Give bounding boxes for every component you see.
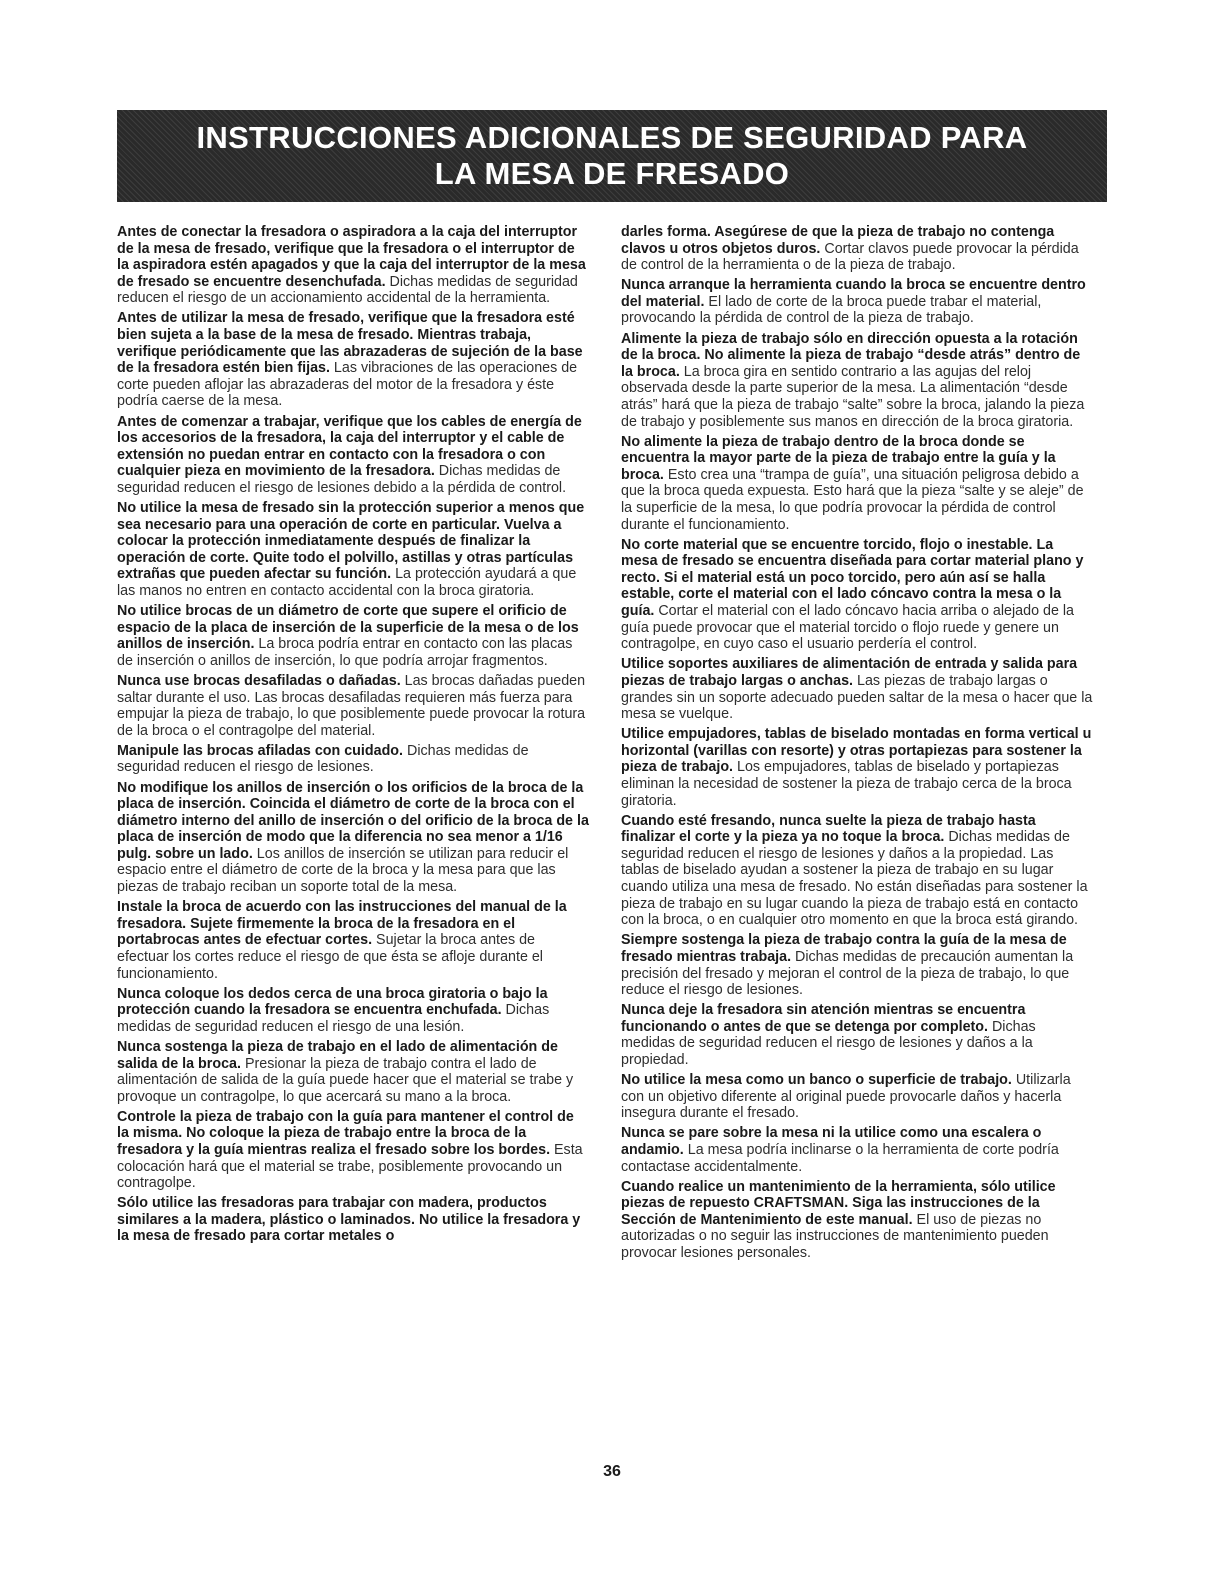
safety-paragraph: [621, 932, 1093, 998]
paragraph-lead: Utilice soportes auxiliares de alimentación de entrada y salida para piezas de trabajo largas o anchas.: [621, 656, 1078, 689]
banner-title-line-1: INSTRUCCIONES ADICIONALES DE SEGURIDAD PARA: [196, 120, 1028, 155]
paragraph-lead: No alimente la pieza de trabajo dentro de la broca donde se encuentra la mayor parte de la pieza de trabajo entre la guía y la broca.: [621, 433, 1056, 483]
paragraph-body: Dichas medidas de seguridad reducen el riesgo de una lesión.: [117, 1002, 550, 1035]
paragraph-body: Los anillos de inserción se utilizan para reducir el espacio entre el diámetro de corte de la broca y la mesa para que las piezas de trabajo reciban un soporte total de la mesa.: [117, 845, 569, 896]
paragraph-lead: Nunca use brocas desafiladas o dañadas.: [117, 672, 401, 689]
paragraph-body: Dichas medidas de seguridad reducen el riesgo de lesiones.: [117, 742, 529, 776]
safety-paragraph: [621, 656, 1093, 722]
paragraph-body: Esto crea una “trampa de guía”, una situación peligrosa debido a que la broca queda expuesta. Esto hará que la pieza “salte y se aleje” de la superficie de la mesa, lo que podría provocar la pérdida de control durante el funcionamiento.: [621, 466, 1084, 533]
safety-paragraph: [621, 224, 1093, 274]
paragraph-lead: Controle la pieza de trabajo con la guía para mantener el control de la misma. No coloque la pieza de trabajo entre la broca de la fresadora y la guía mientras realiza el fresado sobre los bordes.: [117, 1108, 574, 1158]
paragraph-body: La protección ayudará a que las manos no entren en contacto accidental con la broca giratoria.: [117, 566, 577, 599]
safety-paragraph: [621, 1179, 1093, 1262]
safety-paragraph: [117, 743, 589, 776]
safety-paragraph: [621, 1072, 1093, 1122]
paragraph-body: El lado de corte de la broca puede trabar el material, provocando la pérdida de control de la pieza de trabajo.: [621, 293, 1042, 327]
page-number: 36: [603, 1463, 621, 1480]
left-column: [117, 224, 589, 1249]
safety-paragraph: [621, 726, 1093, 809]
safety-paragraph: [117, 414, 589, 497]
safety-paragraph: [117, 986, 589, 1036]
paragraph-lead: darles forma. Asegúrese de que la pieza de trabajo no contenga clavos u otros objetos duros.: [621, 224, 1055, 257]
paragraph-lead: No utilice brocas de un diámetro de corte que supere el orificio de espacio de la placa de inserción de la superficie de la mesa o de los anillos de inserción.: [117, 603, 579, 653]
paragraph-lead: No utilice la mesa como un banco o superficie de trabajo.: [621, 1072, 1012, 1089]
safety-paragraph: [621, 277, 1093, 327]
safety-paragraph: [117, 1039, 589, 1105]
paragraph-body: Cortar clavos puede provocar la pérdida de control de la herramienta o de la pieza de trabajo.: [621, 240, 1079, 274]
paragraph-body: Dichas medidas de seguridad reducen el riesgo de lesiones y daños a la propiedad. Las tablas de biselado ayudan a sostener la pieza de trabajo en su lugar cuando utiliza una mesa de fresado. No están diseñadas para sostener la pieza de trabajo en su lugar cuando la pieza de trabajo está en contacto con la broca, o en cualquier otro momento en que la broca está girando.: [621, 829, 1088, 929]
paragraph-body: La broca podría entrar en contacto con las placas de inserción o anillos de inserción, lo que podría arrojar fragmentos.: [117, 636, 573, 669]
paragraph-body: Cortar el material con el lado cóncavo hacia arriba o alejado de la guía puede provocar que el material torcido o flojo ruede y genere un contragolpe, en cuyo caso el usuario perdería el control.: [621, 603, 1074, 653]
paragraph-body: Dichas medidas de seguridad reducen el riesgo de un accionamiento accidental de la herramienta.: [117, 273, 578, 307]
paragraph-lead: Nunca deje la fresadora sin atención mientras se encuentra funcionando o antes de que se detenga por completo.: [621, 1002, 1026, 1035]
paragraph-body: El uso de piezas no autorizadas o no seguir las instrucciones de mantenimiento pueden provocar lesiones personales.: [621, 1211, 1049, 1262]
paragraph-lead: Sólo utilice las fresadoras para trabajar con madera, productos similares a la madera, plástico o laminados. No utilice la fresadora y la mesa de fresado para cortar metales o: [117, 1195, 581, 1245]
paragraph-lead: No corte material que se encuentre torcido, flojo o inestable. La mesa de fresado se encuentra diseñada para cortar material plano y recto. Si el material está un poco torcido, pero aún así se halla estable, corte el material con el lado cóncavo contra la mesa o la guía.: [621, 536, 1084, 620]
safety-paragraph: [117, 500, 589, 600]
paragraph-body: Dichas medidas de seguridad reducen el riesgo de lesiones y daños a la propiedad.: [621, 1018, 1036, 1068]
paragraph-lead: Nunca arranque la herramienta cuando la broca se encuentre dentro del material.: [621, 277, 1086, 310]
paragraph-body: Las vibraciones de las operaciones de corte pueden aflojar las abrazaderas del motor de la fresadora y éste podría caerse de la mesa.: [117, 360, 578, 410]
paragraph-body: Las piezas de trabajo largas o grandes sin un soporte adecuado pueden saltar de la mesa o hacer que la mesa se vuelque.: [621, 672, 1093, 723]
paragraph-lead: Utilice empujadores, tablas de biselado montadas en forma vertical u horizontal (varillas con resorte) y otras portapiezas para sostener la pieza de trabajo.: [621, 726, 1092, 776]
paragraph-lead: Cuando realice un mantenimiento de la herramienta, sólo utilice piezas de repuesto CRAFTSMAN. Siga las instrucciones de la Sección de Mantenimiento de este manual.: [621, 1178, 1056, 1228]
paragraph-body: Esta colocación hará que el material se trabe, posiblemente provocando un contragolpe.: [117, 1141, 583, 1192]
paragraph-lead: Cuando esté fresando, nunca suelte la pieza de trabajo hasta finalizar el corte y la pieza ya no toque la broca.: [621, 812, 1036, 846]
safety-paragraph: [117, 1195, 589, 1245]
title-banner: [117, 110, 1107, 202]
paragraph-lead: Manipule las brocas afiladas con cuidado.: [117, 742, 404, 759]
paragraph-body: La broca gira en sentido contrario a las agujas del reloj observada desde la parte superior de la mesa. La alimentación “desde atrás” hará que la pieza de trabajo “salte” sobre la broca, jalando la pieza de trabajo y posiblemente sus manos en dirección de la broca giratoria.: [621, 363, 1085, 430]
safety-paragraph: [117, 310, 589, 410]
paragraph-lead: Nunca se pare sobre la mesa ni la utilice como una escalera o andamio.: [621, 1125, 1042, 1158]
paragraph-body: Dichas medidas de precaución aumentan la precisión del fresado y mejoran el control de la pieza de trabajo, lo que reduce el riesgo de lesiones.: [621, 948, 1074, 999]
safety-paragraph: [621, 434, 1093, 534]
paragraph-body: La mesa podría inclinarse o la herramienta de corte podría contactase accidentalmente.: [621, 1141, 1059, 1175]
safety-paragraph: [621, 1002, 1093, 1068]
paragraph-body: Sujetar la broca antes de efectuar los cortes reduce el riesgo de que ésta se afloje durante el funcionamiento.: [117, 932, 543, 982]
paragraph-lead: Antes de comenzar a trabajar, verifique que los cables de energía de los accesorios de la fresadora, la caja del interruptor y el cable de extensión no puedan entrar en contacto con la fresadora o con cualquier pieza en movimiento de la fresadora.: [117, 413, 582, 480]
paragraph-lead: No modifique los anillos de inserción o los orificios de la broca de la placa de inserción. Coincida el diámetro de corte de la broca con el diámetro interno del anillo de inserción o del orificio de la broca de la placa de inserción de modo que la diferencia no sea menor a 1/16 pulg. sobre un lado.: [117, 779, 589, 862]
safety-paragraph: [621, 537, 1093, 653]
safety-paragraph: [117, 673, 589, 739]
paragraph-lead: Antes de utilizar la mesa de fresado, verifique que la fresadora esté bien sujeta a la base de la mesa de fresado. Mientras trabaja, verifique periódicamente que las abrazaderas de sujeción de la base de la fresadora estén bien fijas.: [117, 310, 583, 377]
safety-paragraph: [621, 813, 1093, 929]
safety-paragraph: [117, 224, 589, 307]
paragraph-lead: Antes de conectar la fresadora o aspiradora a la caja del interruptor de la mesa de fresado, verifique que la fresadora o el interruptor de la aspiradora estén apagados y que la caja del interruptor de la mesa de fresado se encuentre desenchufada.: [117, 224, 586, 290]
safety-paragraph: [117, 1109, 589, 1192]
paragraph-body: Presionar la pieza de trabajo contra el lado de alimentación de salida de la guía puede hacer que el material se trabe y provoque un contragolpe, lo que acercará su mano a la broca.: [117, 1055, 574, 1105]
safety-paragraph: [117, 603, 589, 669]
safety-paragraph: [117, 780, 589, 896]
paragraph-lead: No utilice la mesa de fresado sin la protección superior a menos que sea necesario para una operación de corte en particular. Vuelva a colocar la protección inmediatamente después de finalizar la operación de corte. Quite todo el polvillo, astillas y otras partículas extrañas que pueden afectar su función.: [117, 500, 585, 583]
banner-title-line-2: LA MESA DE FRESADO: [434, 156, 790, 191]
paragraph-body: Utilizarla con un objetivo diferente al original puede provocarle daños y hacerla insegura durante el fresado.: [621, 1072, 1071, 1122]
paragraph-body: Las brocas dañadas pueden saltar durante el uso. Las brocas desafiladas requieren más fuerza para empujar la pieza de trabajo, lo que posiblemente puede provocar la rotura de la broca o el contragolpe del material.: [117, 672, 586, 739]
paragraph-lead: Nunca sostenga la pieza de trabajo en el lado de alimentación de salida de la broca.: [117, 1038, 558, 1072]
paragraph-lead: Nunca coloque los dedos cerca de una broca giratoria o bajo la protección cuando la fresadora se encuentra enchufada.: [117, 985, 548, 1019]
right-column: [621, 224, 1093, 1265]
safety-paragraph: [621, 1125, 1093, 1175]
paragraph-lead: Instale la broca de acuerdo con las instrucciones del manual de la fresadora. Sujete firmemente la broca de la fresadora en el portabrocas antes de efectuar cortes.: [117, 899, 567, 949]
paragraph-body: Dichas medidas de seguridad reducen el riesgo de lesiones debido a la pérdida de control.: [117, 463, 567, 496]
paragraph-lead: Alimente la pieza de trabajo sólo en dirección opuesta a la rotación de la broca. No alimente la pieza de trabajo “desde atrás” dentro de la broca.: [621, 330, 1081, 380]
paragraph-lead: Siempre sostenga la pieza de trabajo contra la guía de la mesa de fresado mientras trabaja.: [621, 932, 1067, 965]
paragraph-body: Los empujadores, tablas de biselado y portapiezas eliminan la necesidad de sostener la pieza de trabajo cerca de la broca giratoria.: [621, 759, 1072, 809]
safety-paragraph: [621, 331, 1093, 431]
safety-paragraph: [117, 899, 589, 982]
